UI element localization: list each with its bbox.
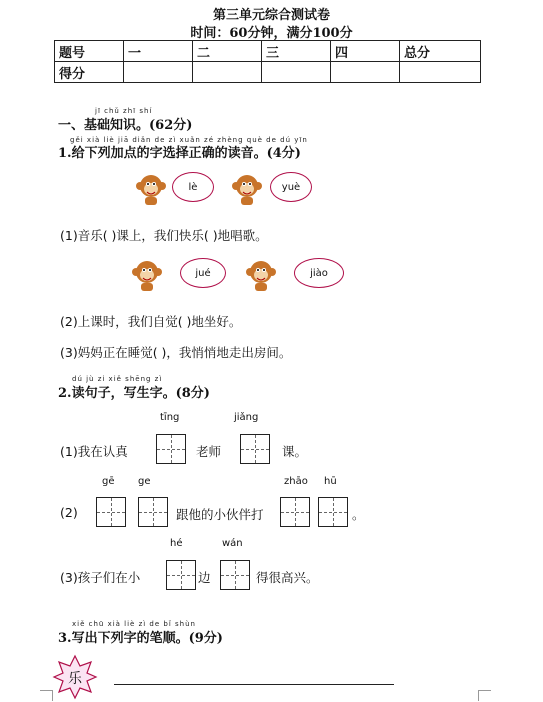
q2-line2-pinyin-3: zhāo [284,476,308,487]
score-header-cell: 一 [124,41,193,62]
q3-pinyin: xiě chū xià liè zì de bǐ shùn [72,620,196,628]
writing-grid-box[interactable] [280,497,310,527]
score-header-cell: 题号 [55,41,124,62]
stroke-order-char: 乐 [68,671,82,687]
pinyin-option-bubble[interactable]: yuè [270,172,312,202]
score-cell[interactable] [400,62,481,83]
q2-line1-pinyin-2: jiǎng [234,412,259,423]
score-header-cell: 四 [331,41,400,62]
score-cell[interactable] [331,62,400,83]
writing-grid-box[interactable] [96,497,126,527]
score-row-label: 得分 [55,62,124,83]
q2-line1-text-c: 课。 [282,444,308,459]
q2-line1-text-b: 老师 [196,444,222,459]
q2-title: 2.读句子，写生字。(8分) [58,386,210,401]
page-corner-mark [40,690,53,701]
q2-line2-pinyin-4: hū [324,476,337,487]
q3-title: 3.写出下列字的笔顺。(9分) [58,631,223,646]
writing-grid-box[interactable] [318,497,348,527]
writing-grid-box[interactable] [240,434,270,464]
score-value-row [55,62,481,83]
pinyin-option-bubble[interactable]: lè [172,172,214,202]
score-cell[interactable] [262,62,331,83]
q1-sentence-1: (1)音乐( )课上，我们快乐( )地唱歌。 [60,228,268,243]
score-cell[interactable] [193,62,262,83]
q2-line1-text-a: (1)我在认真 [60,444,128,459]
monkey-icon [134,172,168,206]
q2-line3-text-c: 得很高兴。 [256,570,319,585]
q1-title: 1.给下列加点的字选择正确的读音。(4分) [58,146,301,161]
q2-line2-text-a: (2) [60,505,78,520]
score-cell[interactable] [124,62,193,83]
q2-line3-pinyin-1: hé [170,538,183,549]
score-header-cell: 总分 [400,41,481,62]
pinyin-option-bubble[interactable]: jué [180,258,226,288]
score-header-cell: 三 [262,41,331,62]
monkey-icon [130,258,164,292]
section1-pinyin: jī chǔ zhī shí [95,107,153,115]
stroke-order-answer-line[interactable] [114,684,394,685]
q1-sentence-3: (3)妈妈正在睡觉( )，我悄悄地走出房间。 [60,345,292,360]
writing-grid-box[interactable] [220,560,250,590]
monkey-icon [230,172,264,206]
q2-line2-text-b: 跟他的小伙伴打 [176,507,264,522]
section1-title: 一、基础知识。(62分) [58,118,193,133]
score-header-row [55,41,481,62]
pinyin-option-bubble[interactable]: jiào [294,258,344,288]
score-table [54,40,481,83]
q2-line2-text-c: 。 [352,507,365,522]
paper-title: 第三单元综合测试卷 [212,8,330,23]
page-corner-mark [478,690,491,701]
writing-grid-box[interactable] [156,434,186,464]
q2-pinyin: dú jù zi xiě shēng zì [72,375,163,383]
q2-line2-pinyin-1: gē [102,476,115,487]
q2-line2-pinyin-2: ge [138,476,151,487]
q2-line3-text-b: 边 [198,570,211,585]
q1-sentence-2: (2)上课时，我们自觉( )地坐好。 [60,314,242,329]
score-header-cell: 二 [193,41,262,62]
q2-line3-text-a: (3)孩子们在小 [60,570,141,585]
paper-subtitle: 时间：60分钟，满分100分 [190,26,353,41]
monkey-icon [244,258,278,292]
q1-pinyin: gěi xià liè jiā diǎn de zì xuǎn zé zhèng què de dú yīn [70,136,308,144]
q2-line3-pinyin-2: wán [222,538,243,549]
q2-line1-pinyin-1: tīng [160,412,180,423]
writing-grid-box[interactable] [138,497,168,527]
writing-grid-box[interactable] [166,560,196,590]
